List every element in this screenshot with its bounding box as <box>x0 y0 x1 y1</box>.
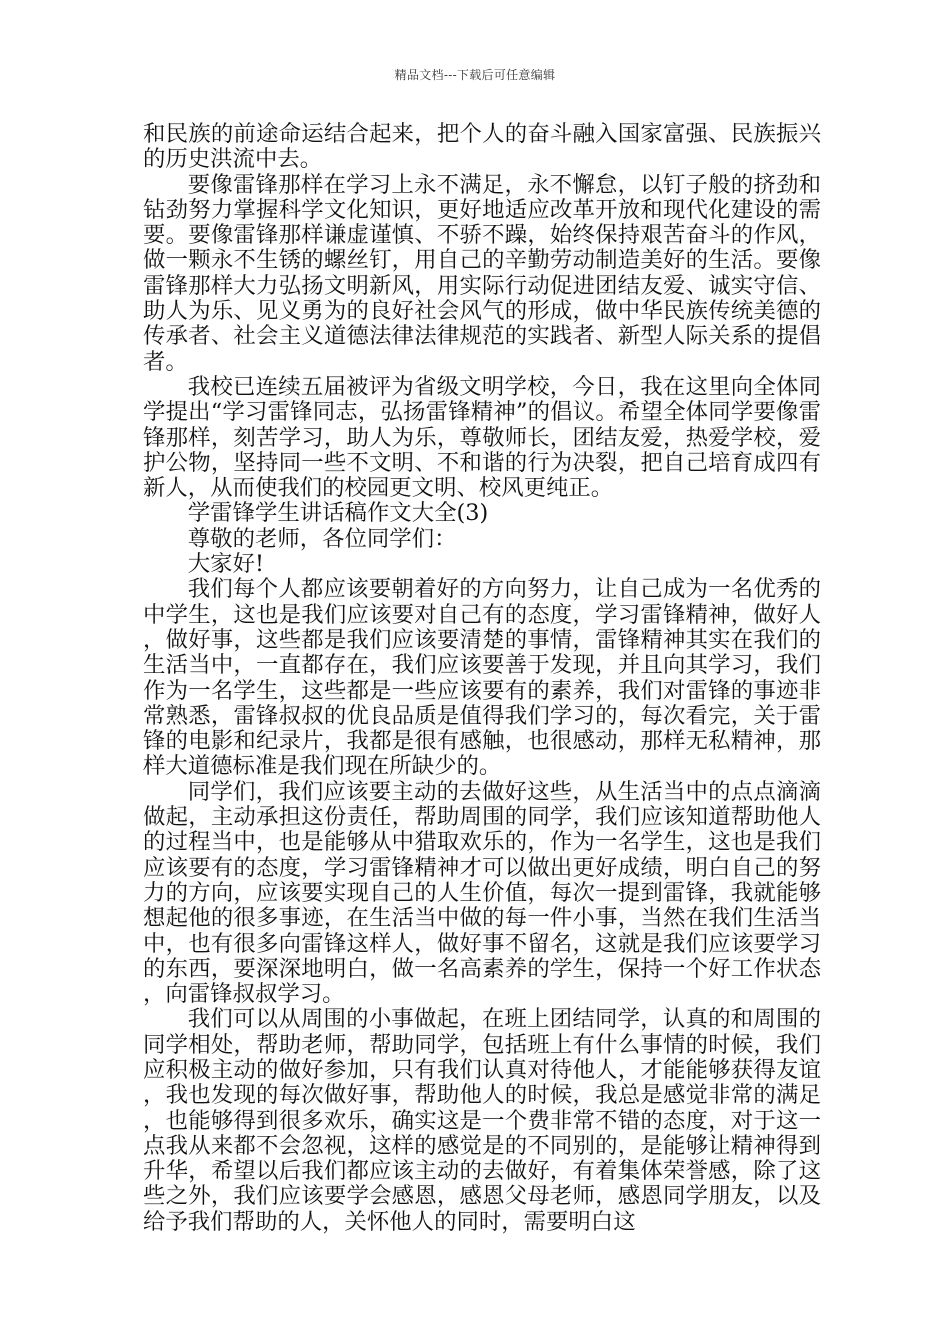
paragraph-1: 和民族的前途命运结合起来，把个人的奋斗融入国家富强、民族振兴的历史洪流中去。 <box>143 121 821 173</box>
salutation: 尊敬的老师，各位同学们： <box>187 525 457 552</box>
section-title: 学雷锋学生讲话稿作文大全(3) <box>187 500 489 527</box>
paragraph-6: 我们可以从周围的小事做起，在班上团结同学，认真的和周围的同学相处，帮助老师，帮助同学，包括班上有什么事情的时候，我们应积极主动的做好参加，只有我们认真对待他人，才能能够获得友谊，我也发现的每次做好事，帮助他人的时候，我总是感觉非常的满足，也能够得到很多欢乐，确实这是一个费非常不错的态度，对于这一点我从来都不会忽视，这样的感觉是的不同别的，是能够让精神得到升华，希望以后我们都应该主动的去做好，有着集体荣誉感，除了这些之外，我们应该要学会感恩，感恩父母老师，感恩同学朋友，以及给予我们帮助的人，关怀他人的同时，需要明白这 <box>143 1006 821 1235</box>
greeting: 大家好! <box>187 551 264 578</box>
document-body <box>143 122 821 1235</box>
paragraph-4: 我们每个人都应该要朝着好的方向努力，让自己成为一名优秀的中学生，这也是我们应该要对自己有的态度，学习雷锋精神，做好人，做好事，这些都是我们应该要清楚的事情，雷锋精神其实在我们的生活当中，一直都存在，我们应该要善于发现，并且向其学习，我们作为一名学生，这些都是一些应该要有的素养，我们对雷锋的事迹非常熟悉，雷锋叔叔的优良品质是值得我们学习的，每次看完，关于雷锋的电影和纪录片，我都是很有感触，也很感动，那样无私精神，那样大道德标准是我们现在所缺少的。 <box>143 576 821 780</box>
paragraph-5: 同学们，我们应该要主动的去做好这些，从生活当中的点点滴滴做起，主动承担这份责任，帮助周围的同学，我们应该知道帮助他人的过程当中，也是能够从中猎取欢乐的，作为一名学生，这也是我们应该要有的态度，学习雷锋精神才可以做出更好成绩，明白自己的努力的方向，应该要实现自己的人生价值，每次一提到雷锋，我就能够想起他的很多事迹，在生活当中做的每一件小事，当然在我们生活当中，也有很多向雷锋这样人，做好事不留名，这就是我们应该要学习的东西，要深深地明白，做一名高素养的学生，保持一个好工作状态，向雷锋叔叔学习。 <box>143 778 821 1008</box>
page-header: 精品文档---下载后可任意编辑 <box>394 68 556 82</box>
paragraph-3: 我校已连续五届被评为省级文明学校，今日，我在这里向全体同学提出“学习雷锋同志，弘扬雷锋精神”的倡议。希望全体同学要像雷锋那样，刻苦学习，助人为乐，尊敬师长，团结友爱，热爱学校，爱护公物，坚持同一些不文明、不和谐的行为决裂，把自己培育成四有新人，从而使我们的校园更文明、校风更纯正。 <box>143 373 821 502</box>
paragraph-2: 要像雷锋那样在学习上永不满足，永不懈怠，以钉子般的挤劲和钻劲努力掌握科学文化知识，更好地适应改革开放和现代化建设的需要。要像雷锋那样谦虚谨慎、不骄不躁，始终保持艰苦奋斗的作风，做一颗永不生锈的螺丝钉，用自己的辛勤劳动制造美好的生活。要像雷锋那样大力弘扬文明新风，用实际行动促进团结友爱、诚实守信、助人为乐、见义勇为的良好社会风气的形成，做中华民族传统美德的传承者、社会主义道德法律法律规范的实践者、新型人际关系的提倡者。 <box>143 171 821 375</box>
